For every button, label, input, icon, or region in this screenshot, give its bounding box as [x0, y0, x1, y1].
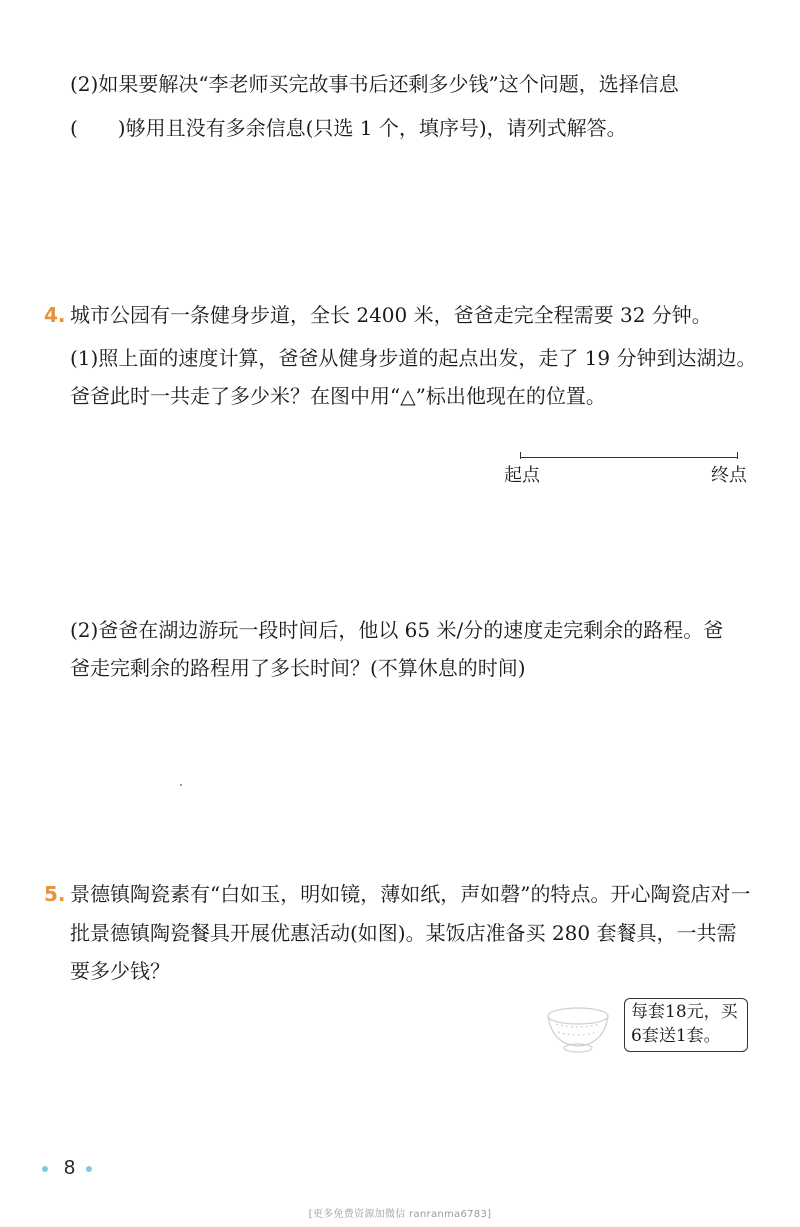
end-point-label: 终点 [711, 465, 747, 486]
q4-part1-line2: 爸爸此时一共走了多少米？在图中用“△”标出他现在的位置。 [70, 384, 606, 408]
page-dot-right [86, 1166, 92, 1172]
promotion-sign [624, 998, 748, 1052]
q5-line1: 景德镇陶瓷素有“白如玉，明如镜，薄如纸，声如磬”的特点。开心陶瓷店对一 [70, 882, 751, 906]
walkway-line [520, 457, 738, 458]
scan-speck [180, 784, 182, 786]
walkway-end-tick [737, 452, 738, 459]
q4-part1-line1: (1)照上面的速度计算，爸爸从健身步道的起点出发，走了 19 分钟到达湖边。 [70, 346, 757, 370]
q3-part2-line2: ( )够用且没有多余信息(只选 1 个，填序号)，请列式解答。 [70, 116, 627, 140]
q4-part2-line1: (2)爸爸在湖边游玩一段时间后，他以 65 米/分的速度走完剩余的路程。爸 [70, 618, 724, 642]
q5-line3: 要多少钱？ [70, 959, 170, 983]
footer-watermark: [更多免费资源加微信 ranranma6783] [308, 1209, 492, 1220]
q5-line2: 批景德镇陶瓷餐具开展优惠活动(如图)。某饭店准备买 280 套餐具，一共需 [70, 921, 737, 945]
page-dot-left [42, 1166, 48, 1172]
promotion-line1: 每套18元，买 [631, 1002, 738, 1022]
q4-part2-line2: 爸走完剩余的路程用了多长时间？(不算休息的时间) [70, 656, 526, 680]
walkway-segment-diagram [520, 452, 738, 462]
q3-part2-line1: (2)如果要解决“李老师买完故事书后还剩多少钱”这个问题，选择信息 [70, 72, 679, 96]
walkway-start-tick [520, 452, 521, 459]
promotion-line2: 6套送1套。 [631, 1026, 721, 1046]
tableware-illustration [538, 1000, 618, 1056]
page-number: 8 [64, 1157, 76, 1179]
q4-stem: 城市公园有一条健身步道，全长 2400 米，爸爸走完全程需要 32 分钟。 [70, 303, 712, 327]
question-5-number: 5. [44, 882, 66, 906]
question-4-number: 4. [44, 303, 66, 327]
start-point-label: 起点 [504, 465, 540, 486]
